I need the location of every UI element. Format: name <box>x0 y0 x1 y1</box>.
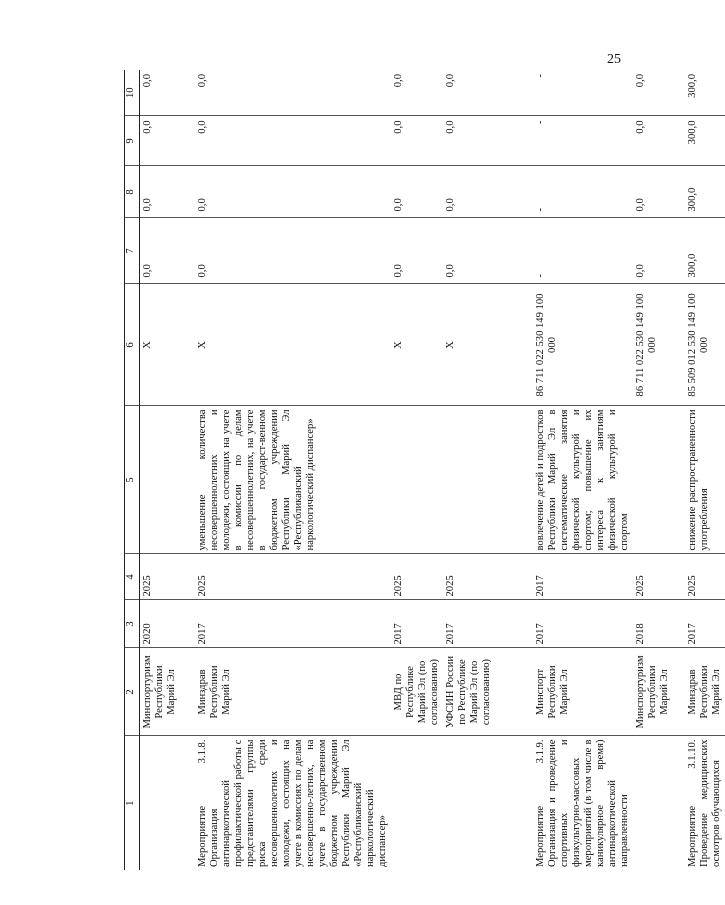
cell-col-10: 0,0 <box>633 70 685 116</box>
cell-col-4: 2025 <box>633 554 685 600</box>
col-header: 6 <box>125 284 140 406</box>
cell-col-10: 0,0 <box>443 70 533 116</box>
table-row <box>195 70 391 870</box>
cell-col-9: 0,0 <box>443 116 533 166</box>
cell-col-8: 300,0 <box>685 166 725 218</box>
cell-col-9: 0,0 <box>391 116 443 166</box>
cell-col-7: 0,0 <box>443 218 533 284</box>
table-row <box>685 70 725 870</box>
cell-col-9: 300,0 <box>685 116 725 166</box>
cell-col-7: 0,0 <box>140 218 195 284</box>
cell-col-3: 2017 <box>533 600 633 648</box>
cell-col-1 <box>443 736 533 870</box>
cell-col-5: снижение распространенности употребления <box>685 406 725 554</box>
cell-col-4: 2017 <box>533 554 633 600</box>
cell-col-8: 0,0 <box>443 166 533 218</box>
cell-col-8: 0,0 <box>391 166 443 218</box>
table-row <box>140 70 195 870</box>
cell-col-3: 2017 <box>443 600 533 648</box>
cell-col-1 <box>391 736 443 870</box>
cell-col-8: - <box>533 166 633 218</box>
cell-col-1: Мероприятие 3.1.8. Организация антинаркотической профилактической работы с представителями группы риска среди несовершеннолетних и молодежи, состоящих на учете в комиссиях по делам несовершенно-летних, на учете в государственном бюджетном учреждении Республики Марий Эл «Республиканский наркологический диспансер» <box>196 739 388 867</box>
cell-col-8: 0,0 <box>140 166 195 218</box>
page-number: 25 <box>607 52 621 67</box>
cell-col-7: 0,0 <box>391 218 443 284</box>
cell-col-5 <box>633 406 685 554</box>
cell-col-10: - <box>533 70 633 116</box>
cell-col-1 <box>140 736 195 870</box>
cell-col-5 <box>443 406 533 554</box>
cell-col-10: 300,0 <box>685 70 725 116</box>
col-header: 2 <box>125 648 140 736</box>
col-header: 5 <box>125 406 140 554</box>
cell-col-6: X <box>443 284 533 406</box>
col-header: 7 <box>125 218 140 284</box>
cell-col-9: 0,0 <box>140 116 195 166</box>
cell-col-6: X <box>140 284 195 406</box>
cell-col-9: 0,0 <box>195 116 391 166</box>
col-header: 10 <box>125 70 140 116</box>
cell-col-1: Мероприятие 3.1.9. Организация и проведение спортивных и физкультурно-массовых мероприятий (в том числе в каникулярное время) антинаркотической направленности <box>534 739 630 867</box>
table-row <box>533 70 633 870</box>
col-header: 4 <box>125 554 140 600</box>
table-row <box>391 70 443 870</box>
cell-col-4: 2025 <box>443 554 533 600</box>
cell-col-8: 0,0 <box>195 166 391 218</box>
cell-col-9: 0,0 <box>633 116 685 166</box>
cell-col-7: 0,0 <box>633 218 685 284</box>
cell-col-2: Минздрав Республики Марий Эл <box>195 648 391 736</box>
cell-col-5 <box>391 406 443 554</box>
cell-col-7: 300,0 <box>685 218 725 284</box>
cell-col-2: Минспортуризм Республики Марий Эл <box>633 648 685 736</box>
cell-col-6: 86 711 022 530 149 100 000 <box>633 284 685 406</box>
cell-col-6: X <box>391 284 443 406</box>
cell-col-4: 2025 <box>140 554 195 600</box>
cell-col-7: - <box>533 218 633 284</box>
program-table <box>124 70 725 870</box>
rotated-table-page <box>124 70 722 870</box>
cell-col-3: 2017 <box>195 600 391 648</box>
cell-col-10: 0,0 <box>140 70 195 116</box>
cell-col-4: 2025 <box>685 554 725 600</box>
cell-col-9: - <box>533 116 633 166</box>
cell-col-4: 2025 <box>391 554 443 600</box>
cell-col-2: Минздрав Республики Марий Эл <box>685 648 725 736</box>
cell-col-1 <box>633 736 685 870</box>
cell-col-10: 0,0 <box>195 70 391 116</box>
cell-col-3: 2020 <box>140 600 195 648</box>
cell-col-2: Минспортуризм Республики Марий Эл <box>140 648 195 736</box>
column-number-row <box>125 70 140 870</box>
col-header: 3 <box>125 600 140 648</box>
cell-col-6: X <box>195 284 391 406</box>
cell-col-10: 0,0 <box>391 70 443 116</box>
cell-col-3: 2017 <box>391 600 443 648</box>
cell-col-2: УФСИН России по Республике Марий Эл (по согласованию) <box>443 648 533 736</box>
cell-col-2: МВД по Республике Марий Эл (по согласованию) <box>391 648 443 736</box>
table-row <box>633 70 685 870</box>
col-header: 1 <box>125 736 140 870</box>
cell-col-4: 2025 <box>195 554 391 600</box>
cell-col-5 <box>140 406 195 554</box>
cell-col-2: Минспорт Республики Марий Эл <box>533 648 633 736</box>
cell-col-3: 2017 <box>685 600 725 648</box>
cell-col-8: 0,0 <box>633 166 685 218</box>
cell-col-6: 86 711 022 530 149 100 000 <box>533 284 633 406</box>
cell-col-6: 85 509 012 530 149 100 000 <box>685 284 725 406</box>
cell-col-3: 2018 <box>633 600 685 648</box>
cell-col-1: Мероприятие 3.1.10. Проведение медицинских осмотров обучающихся <box>686 739 722 867</box>
table-row <box>443 70 533 870</box>
col-header: 9 <box>125 116 140 166</box>
cell-col-5: вовлечение детей и подростков Республики Марий Эл в систематические занятия физической культурой и спортом; повышение их интереса к занятиям физической культурой и спортом <box>533 406 633 554</box>
col-header: 8 <box>125 166 140 218</box>
cell-col-5: уменьшение количества несовершеннолетних и молодежи, состоящих на учете в комиссии по делам несовершеннолетних, на учете в государст-венном бюджетном учреждении Республики Марий Эл «Республиканский наркологический диспансер» <box>195 406 391 554</box>
cell-col-7: 0,0 <box>195 218 391 284</box>
